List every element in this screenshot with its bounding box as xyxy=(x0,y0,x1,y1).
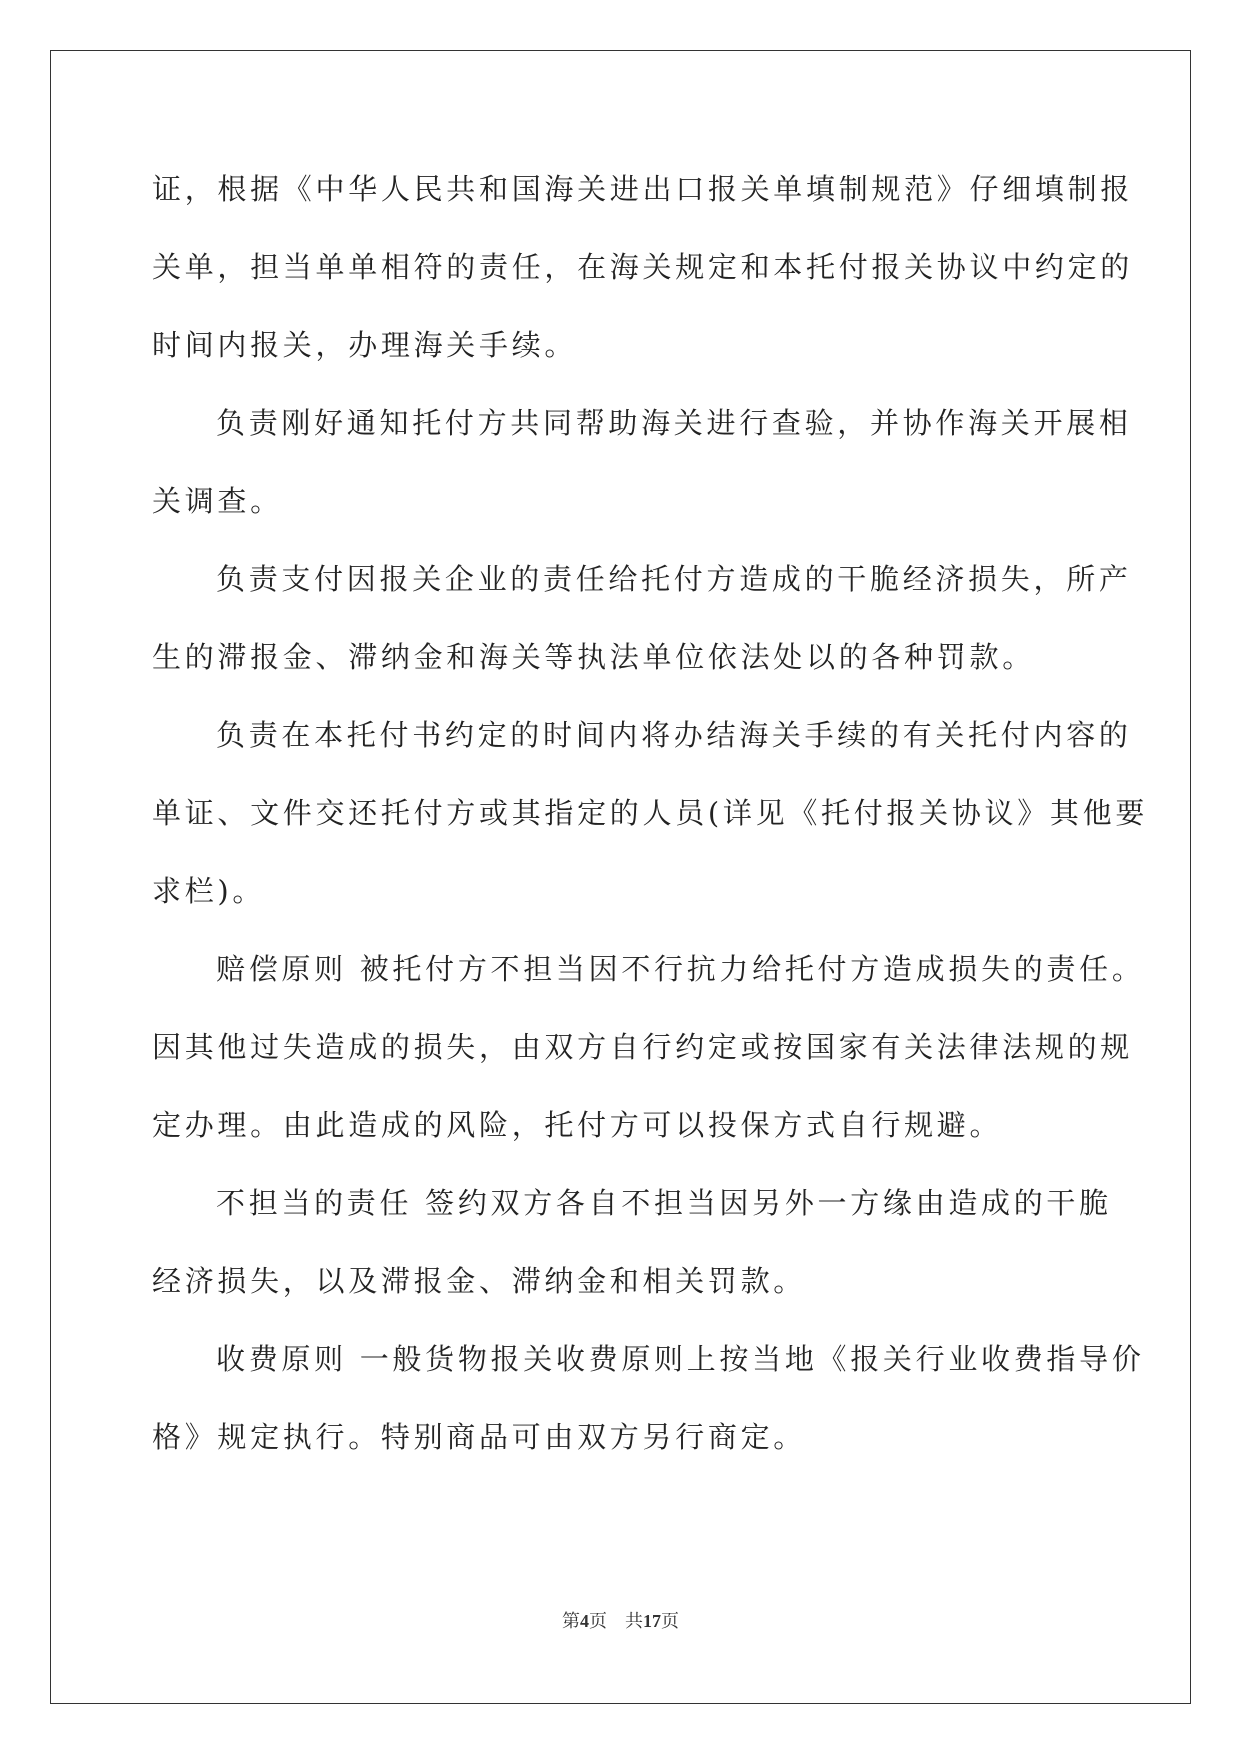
paragraph-start-line: 不担当的责任 签约双方各自不担当因另外一方缘由造成的干脆 xyxy=(216,1186,1112,1220)
text-line: 经济损失，以及滞报金、滞纳金和相关罚款。 xyxy=(152,1264,807,1298)
text-line: 生的滞报金、滞纳金和海关等执法单位依法处以的各种罚款。 xyxy=(152,640,1035,674)
total-prefix: 共 xyxy=(625,1611,643,1631)
paragraph-start-line: 负责在本托付书约定的时间内将办结海关手续的有关托付内容的 xyxy=(216,718,1132,752)
text-line: 求栏)。 xyxy=(152,874,266,908)
page-footer xyxy=(0,1607,1241,1633)
text-line: 因其他过失造成的损失，由双方自行约定或按国家有关法律法规的规 xyxy=(152,1030,1134,1064)
text-line: 关单，担当单单相符的责任，在海关规定和本托付报关协议中约定的 xyxy=(152,250,1134,284)
text-line: 定办理。由此造成的风险，托付方可以投保方式自行规避。 xyxy=(152,1108,1003,1142)
paragraph-start-line: 负责刚好通知托付方共同帮助海关进行查验，并协作海关开展相 xyxy=(216,406,1132,440)
page-number: 4 xyxy=(580,1611,589,1631)
text-line: 单证、文件交还托付方或其指定的人员(详见《托付报关协议》其他要 xyxy=(152,796,1149,830)
text-line: 格》规定执行。特别商品可由双方另行商定。 xyxy=(152,1420,807,1454)
text-line: 时间内报关，办理海关手续。 xyxy=(152,328,578,362)
page-prefix: 第 xyxy=(562,1611,580,1631)
paragraph-start-line: 收费原则 一般货物报关收费原则上按当地《报关行业收费指导价 xyxy=(216,1342,1145,1376)
document-body xyxy=(152,150,1149,1476)
text-line: 关调查。 xyxy=(152,484,283,518)
text-line: 证，根据《中华人民共和国海关进出口报关单填制规范》仔细填制报 xyxy=(152,172,1134,206)
page-suffix: 页 xyxy=(589,1611,607,1631)
paragraph-start-line: 赔偿原则 被托付方不担当因不行抗力给托付方造成损失的责任。 xyxy=(216,952,1145,986)
paragraph-start-line: 负责支付因报关企业的责任给托付方造成的干脆经济损失，所产 xyxy=(216,562,1132,596)
total-pages: 17 xyxy=(643,1611,661,1631)
total-suffix: 页 xyxy=(661,1611,679,1631)
